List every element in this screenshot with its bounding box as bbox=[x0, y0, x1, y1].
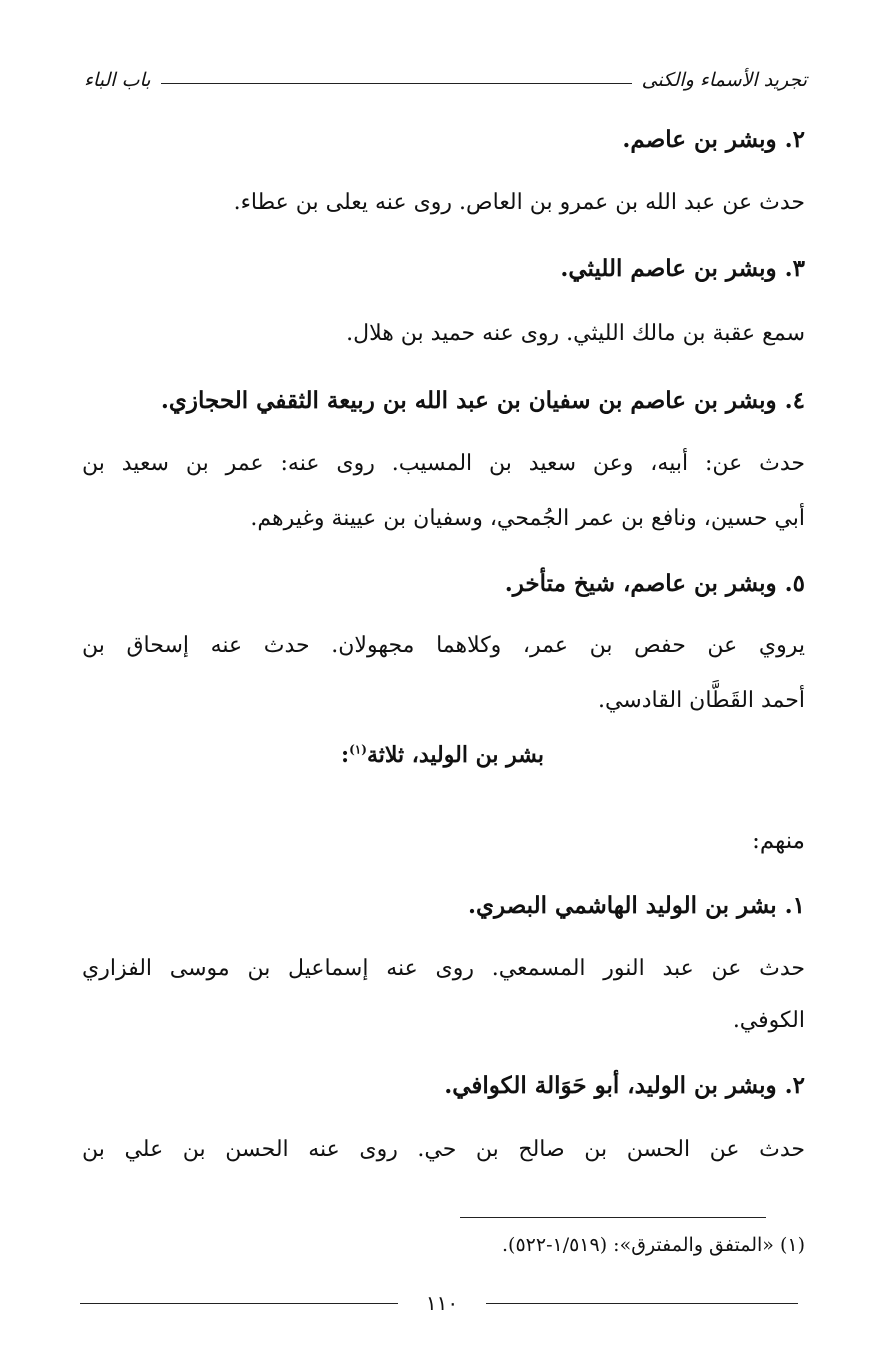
entry-heading: ١. بشر بن الوليد الهاشمي البصري. bbox=[468, 892, 805, 919]
footnote-ref: (١) bbox=[349, 742, 367, 757]
entry-text-line: الكوفي. bbox=[732, 1008, 805, 1033]
header-rule bbox=[161, 83, 632, 84]
entry-text-line: سمع عقبة بن مالك الليثي. روى عنه حميد بن هلال. bbox=[346, 321, 805, 346]
running-header bbox=[84, 62, 807, 98]
section-suffix: : bbox=[340, 742, 350, 768]
footnote-rule bbox=[460, 1217, 766, 1218]
section-title: بشر بن الوليد، ثلاثة bbox=[366, 742, 545, 768]
footnote: (١) «المتفق والمفترق»: (١/٥١٩-٥٢٢). bbox=[501, 1234, 805, 1256]
entry-text-line: أحمد القَطَّان القادسي. bbox=[597, 688, 805, 713]
bottom-rule-left bbox=[80, 1303, 398, 1304]
section-intro: منهم: bbox=[752, 828, 805, 854]
chapter-title: باب الباء bbox=[84, 69, 151, 91]
entry-text-line: يروي عن حفص بن عمر، وكلاهما مجهولان. حدث عنه إسحاق بن bbox=[82, 633, 805, 658]
entry-heading: ٤. وبشر بن عاصم بن سفيان بن عبد الله بن ربيعة الثقفي الحجازي. bbox=[160, 387, 805, 414]
entry-text-line: أبي حسين، ونافع بن عمر الجُمحي، وسفيان بن عيينة وغيرهم. bbox=[250, 506, 805, 531]
entry-heading: ٣. وبشر بن عاصم الليثي. bbox=[560, 255, 805, 282]
entry-text-line: حدث عن: أبيه، وعن سعيد بن المسيب. روى عنه: عمر بن سعيد بن bbox=[82, 451, 805, 476]
section-heading bbox=[0, 742, 885, 768]
entry-text-line: حدث عن عبد النور المسمعي. روى عنه إسماعيل بن موسى الفزاري bbox=[82, 956, 805, 981]
entry-text-line: حدث عن الحسن بن صالح بن حي. روى عنه الحسن بن علي بن bbox=[82, 1137, 805, 1162]
entry-heading: ٥. وبشر بن عاصم، شيخ متأخر. bbox=[504, 570, 805, 597]
bottom-rule-right bbox=[486, 1303, 798, 1304]
book-title: تجريد الأسماء والكنى bbox=[641, 69, 807, 91]
entry-heading: ٢. وبشر بن عاصم. bbox=[622, 126, 805, 153]
page-number: ١١٠ bbox=[425, 1291, 459, 1315]
entry-heading: ٢. وبشر بن الوليد، أبو حَوَالة الكوافي. bbox=[444, 1072, 805, 1099]
entry-text-line: حدث عن عبد الله بن عمرو بن العاص. روى عنه يعلى بن عطاء. bbox=[233, 190, 805, 215]
